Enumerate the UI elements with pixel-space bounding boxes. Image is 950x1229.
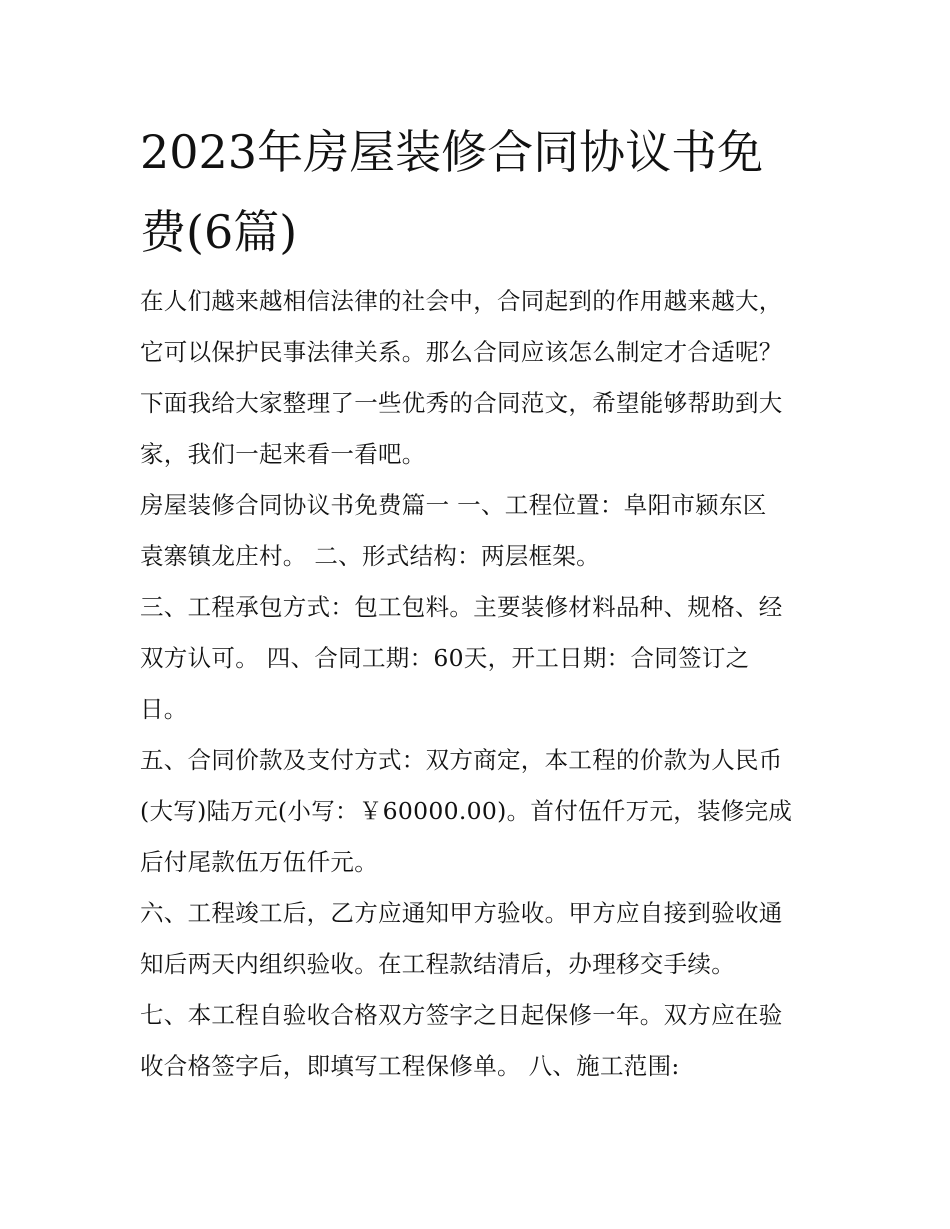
paragraph-intro: 在人们越来越相信法律的社会中，合同起到的作用越来越大， 它可以保护民事法律关系。那么合同应该怎么制定才合适呢？ 下面我给大家整理了一些优秀的合同范文，希望能够帮助到大 家，我们一起来看一看吧。 — [140, 287, 783, 468]
title-line-1: 2023年房屋装修合同协议书免 — [140, 125, 764, 179]
paragraph-section-7: 七、本工程自验收合格双方签字之日起保修一年。双方应在验 收合格签字后，即填写工程保修单。 八、施工范围: — [140, 1001, 783, 1080]
page-title — [140, 112, 820, 272]
title-line-2: 费(6篇) — [140, 205, 298, 259]
paragraph-section-1: 房屋装修合同协议书免费篇一 一、工程位置：阜阳市颍东区 袁寨镇龙庄村。 二、形式结构：两层框架。 — [140, 491, 767, 570]
paragraph-section-5: 五、合同价款及支付方式：双方商定，本工程的价款为人民币 (大写)陆万元(小写：￥60000.00)。首付伍仟万元，装修完成 后付尾款伍万伍仟元。 — [140, 746, 793, 876]
paragraph-section-6: 六、工程竣工后，乙方应通知甲方验收。甲方应自接到验收通 知后两天内组织验收。在工程款结清后，办理移交手续。 — [140, 899, 783, 978]
document-body — [140, 276, 820, 1092]
paragraph-section-3: 三、工程承包方式：包工包料。主要装修材料品种、规格、经 双方认可。 四、合同工期：60天，开工日期：合同签订之 日。 — [140, 593, 783, 723]
